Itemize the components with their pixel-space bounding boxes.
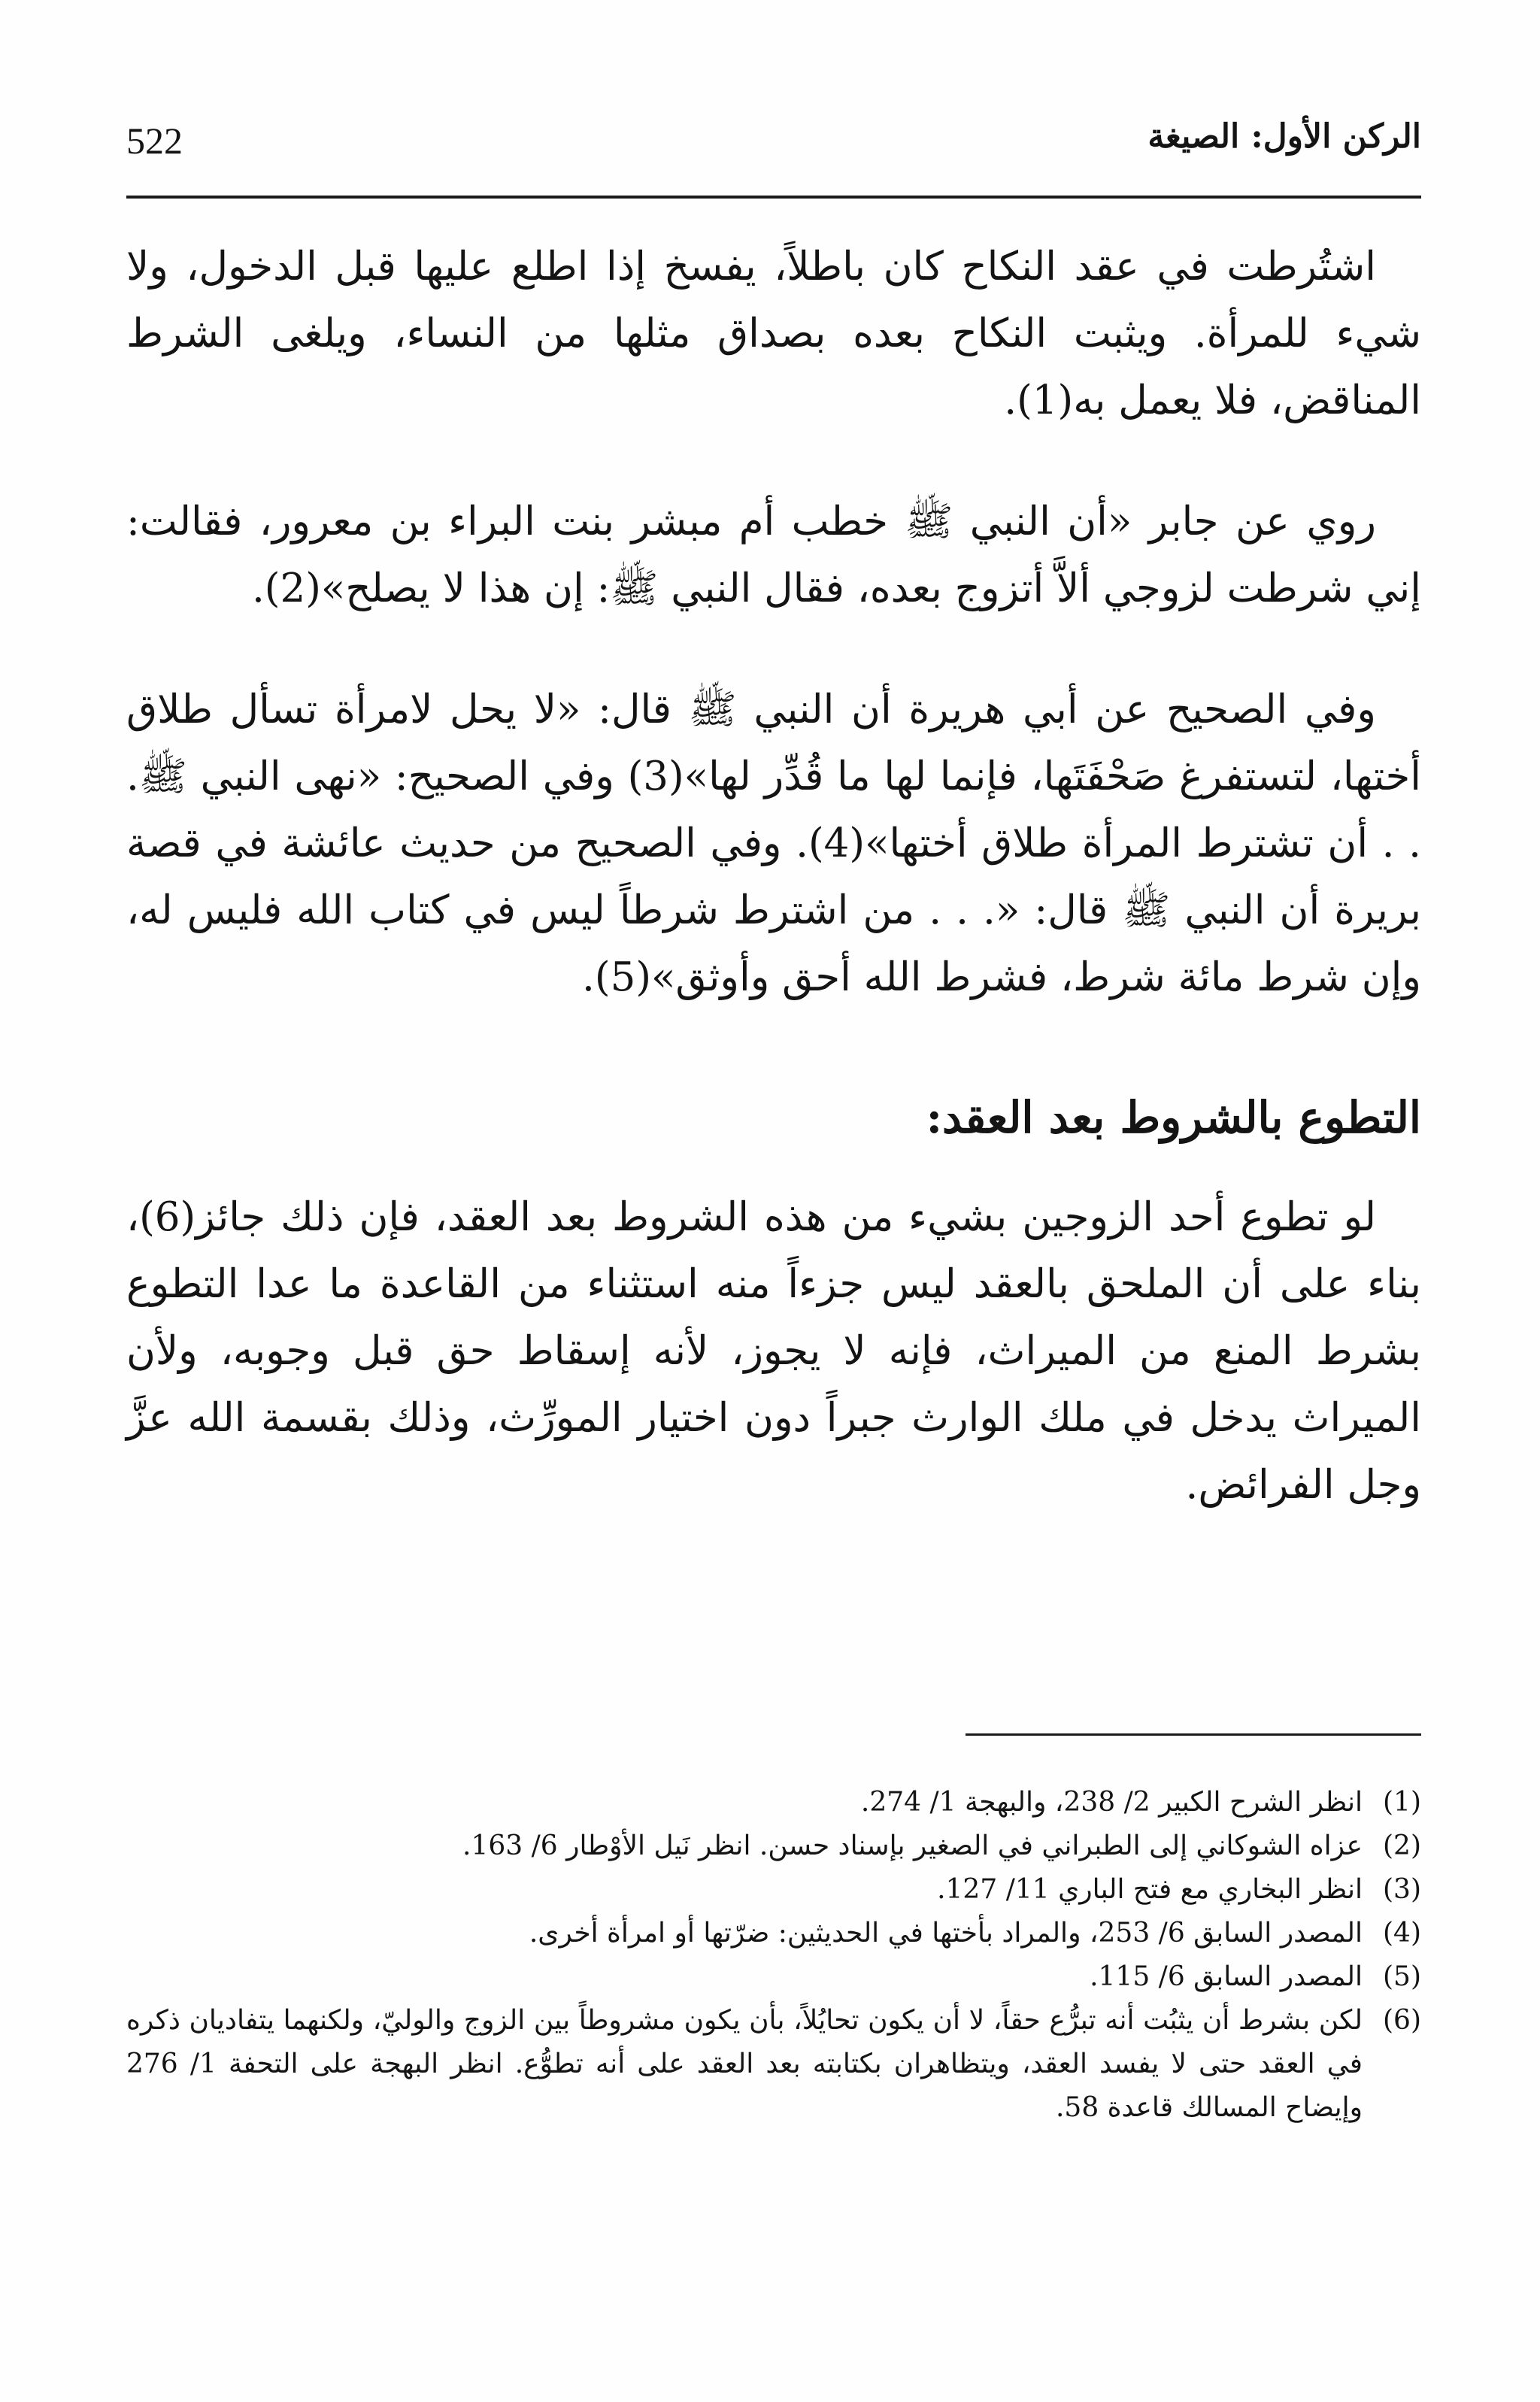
running-title: الركن الأول: الصيغة: [1147, 117, 1421, 156]
footnote-text: انظر الشرح الكبير 2/ 238، والبهجة 1/ 274.: [860, 1787, 1363, 1818]
footnote: [126, 1781, 1421, 1824]
footnote-text: المصدر السابق 6/ 253، والمراد بأختها في الحديثين: ضرّتها أو امرأة أخرى.: [529, 1918, 1363, 1949]
page-number: 522: [126, 120, 183, 162]
footnote-marker: (4): [1383, 1918, 1421, 1949]
footnote: [126, 1868, 1421, 1912]
footnote: [126, 1824, 1421, 1868]
footnote-text: عزاه الشوكاني إلى الطبراني في الصغير بإسناد حسن. انظر نَيل الأوْطار 6/ 163.: [462, 1830, 1363, 1861]
paragraph: روي عن جابر «أن النبي ﷺ خطب أم مبشر بنت البراء بن معرور، فقالت: إني شرطت لزوجي ألاَّ أتزوج بعده، فقال النبي ﷺ: إن هذا لا يصلح»(2).: [126, 499, 1421, 611]
page-header: [126, 113, 1421, 199]
footnote-marker: (1): [1383, 1787, 1421, 1818]
paragraph: وفي الصحيح عن أبي هريرة أن النبي ﷺ قال: «لا يحل لامرأة تسأل طلاق أختها، لتستفرغ صَحْفَتَها، فإنما لها ما قُدِّر لها»(3) وفي الصحيح: «نهى النبي ﷺ. . . أن تشترط المرأة طلاق أختها»(4). وفي الصحيح من حديث عائشة في قصة بريرة أن النبي ﷺ قال: «. . . من اشترط شرطاً ليس في كتاب الله فليس له، وإن شرط مائة شرط، فشرط الله أحق وأوثق»(5).: [126, 687, 1421, 1000]
footnote-text: انظر البخاري مع فتح الباري 11/ 127.: [937, 1874, 1363, 1905]
footnote-marker: (2): [1383, 1830, 1421, 1861]
footnote-text: المصدر السابق 6/ 115.: [1090, 1961, 1363, 1992]
footnote: [126, 1955, 1421, 1999]
footnote-marker: (3): [1383, 1874, 1421, 1905]
paragraph: اشتُرطت في عقد النكاح كان باطلاً، يفسخ إذا اطلع عليها قبل الدخول، ولا شيء للمرأة. ويثبت النكاح بعده بصداق مثلها من النساء، ويلغى الشرط المناقض، فلا يعمل به(1).: [126, 244, 1421, 423]
footnote-separator: [966, 1733, 1421, 1736]
footnote-marker: (5): [1383, 1961, 1421, 1992]
footnote-marker: (6): [1383, 2005, 1421, 2036]
footnote-text: لكن بشرط أن يثبُت أنه تبرُّع حقاً، لا أن يكون تحايُلاً، بأن يكون مشروطاً بين الزوج والوليّ، ولكنهما يتفاديان ذكره في العقد حتى لا يفسد العقد، ويتظاهران بكتابته بعد العقد على أنه تطوُّع. انظر البهجة على التحفة 1/ 276 وإيضاح المسالك قاعدة 58.: [126, 2005, 1363, 2123]
main-text: [126, 233, 1421, 1518]
paragraph: لو تطوع أحد الزوجين بشيء من هذه الشروط بعد العقد، فإن ذلك جائز(6)، بناء على أن الملحق بالعقد ليس جزءاً منه استثناء من القاعدة ما عدا التطوع بشرط المنع من الميراث، فإنه لا يجوز، لأنه إسقاط حق قبل وجوبه، ولأن الميراث يدخل في ملك الوارث جبراً دون اختيار المورِّث، وذلك بقسمة الله عزَّ وجل الفرائض.: [126, 1194, 1421, 1508]
footnotes: [126, 1781, 1421, 2130]
section-heading: التطوع بالشروط بعد العقد:: [926, 1092, 1421, 1143]
footnote: [126, 1999, 1421, 2130]
footnote: [126, 1912, 1421, 1955]
